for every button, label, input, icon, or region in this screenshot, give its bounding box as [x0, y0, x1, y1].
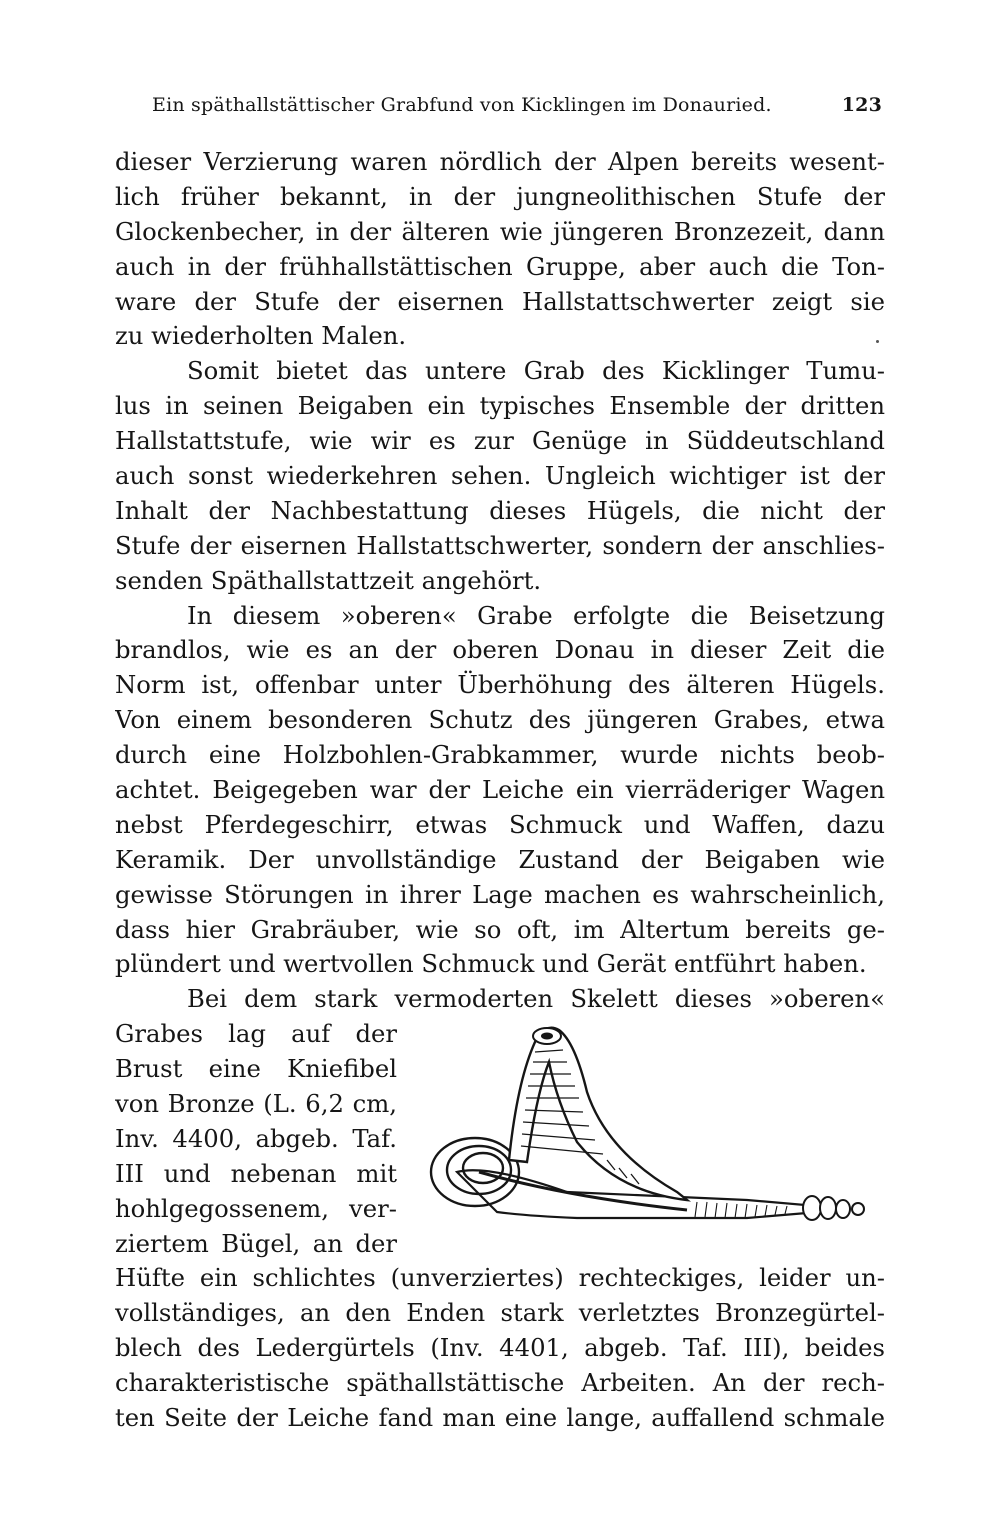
- text-line: achtet. Beigegeben war der Leiche ein vierräderiger Wagen: [115, 775, 885, 805]
- text-line: von Bronze (L. 6,2 cm,: [115, 1089, 397, 1119]
- fibula-illustration: [417, 1022, 877, 1257]
- text-line: dieser Verzierung waren nördlich der Alpen bereits wesent-: [115, 147, 885, 176]
- paragraph-3: [115, 599, 885, 983]
- text-line: Hüfte ein schlichtes (unverziertes) rechteckiges, leider un-: [115, 1263, 885, 1293]
- print-speck: [876, 340, 879, 343]
- text-line: Grabes lag auf der: [115, 1019, 397, 1049]
- text-line: auch sonst wiederkehren sehen. Ungleich wichtiger ist der: [115, 461, 885, 491]
- text-line: senden Späthallstattzeit angehört.: [115, 565, 542, 595]
- text-line: Norm ist, offenbar unter Überhöhung des älteren Hügels.: [115, 670, 885, 700]
- fibula-drawing: [417, 1022, 877, 1257]
- text-line: Somit bietet das untere Grab des Kicklinger Tumu-: [187, 356, 885, 386]
- text-line: dass hier Grabräuber, wie so oft, im Altertum bereits ge-: [115, 914, 885, 944]
- running-header: [152, 90, 882, 120]
- text-line: Inhalt der Nachbestattung dieses Hügels, die nicht der: [115, 495, 885, 525]
- text-line: ziertem Bügel, an der: [115, 1228, 397, 1258]
- text-line: ware der Stufe der eisernen Hallstattschwerter zeigt sie: [115, 286, 885, 316]
- body-text: [115, 145, 885, 1436]
- text-line: Bei dem stark vermoderten Skelett dieses »oberen«: [187, 984, 885, 1014]
- text-line: gewisse Störungen in ihrer Lage machen es wahrscheinlich,: [115, 879, 885, 909]
- text-line: brandlos, wie es an der oberen Donau in dieser Zeit die: [115, 635, 885, 665]
- text-line: durch eine Holzbohlen-Grabkammer, wurde nichts beob-: [115, 740, 885, 770]
- figure-side-text: [115, 1017, 397, 1261]
- fibula-bow: [509, 1028, 687, 1200]
- text-line: lus in seinen Beigaben ein typisches Ensemble der dritten: [115, 391, 885, 421]
- text-line: hohlgegossenem, ver-: [115, 1193, 397, 1223]
- page-number: 123: [841, 94, 882, 116]
- text-line: blech des Ledergürtels (Inv. 4401, abgeb. Taf. III), beides: [115, 1333, 885, 1363]
- text-line: Brust eine Kniefibel: [115, 1054, 397, 1084]
- text-line: Glockenbecher, in der älteren wie jüngeren Bronzezeit, dann: [115, 216, 885, 246]
- paragraph-1: [115, 145, 885, 354]
- text-line: zu wiederholten Malen.: [115, 321, 407, 351]
- text-line: nebst Pferdegeschirr, etwas Schmuck und Waffen, dazu: [115, 809, 885, 839]
- fibula-top-knob-center: [541, 1033, 553, 1040]
- text-line: Inv. 4400, abgeb. Taf.: [115, 1123, 397, 1153]
- figure-wrap-region: [115, 1017, 885, 1261]
- paragraph-2: [115, 354, 885, 598]
- paragraph-4: [115, 982, 885, 1435]
- text-line: charakteristische späthallstättische Arbeiten. An der rech-: [115, 1367, 885, 1397]
- text-line: ten Seite der Leiche fand man eine lange, auffallend schmale: [115, 1402, 885, 1432]
- text-line: auch in der frühhallstättischen Gruppe, aber auch die Ton-: [115, 251, 885, 281]
- text-line: Stufe der eisernen Hallstattschwerter, sondern der anschlies-: [115, 530, 885, 560]
- running-header-title: Ein späthallstättischer Grabfund von Kicklingen im Donauried.: [152, 94, 772, 116]
- text-line: Von einem besonderen Schutz des jüngeren Grabes, etwa: [115, 705, 885, 735]
- text-line: In diesem »oberen« Grabe erfolgte die Beisetzung: [187, 600, 885, 630]
- text-line: III und nebenan mit: [115, 1158, 397, 1188]
- text-line: lich früher bekannt, in der jungneolithischen Stufe der: [115, 181, 885, 211]
- text-line: plündert und wertvollen Schmuck und Gerät entführt haben.: [115, 949, 867, 979]
- text-line: Keramik. Der unvollständige Zustand der Beigaben wie: [115, 844, 885, 874]
- text-line: vollständiges, an den Enden stark verletztes Bronzegürtel-: [115, 1298, 885, 1328]
- text-line: Hallstattstufe, wie wir es zur Genüge in Süddeutschland: [115, 426, 885, 456]
- fibula-terminal-knob: [803, 1196, 864, 1220]
